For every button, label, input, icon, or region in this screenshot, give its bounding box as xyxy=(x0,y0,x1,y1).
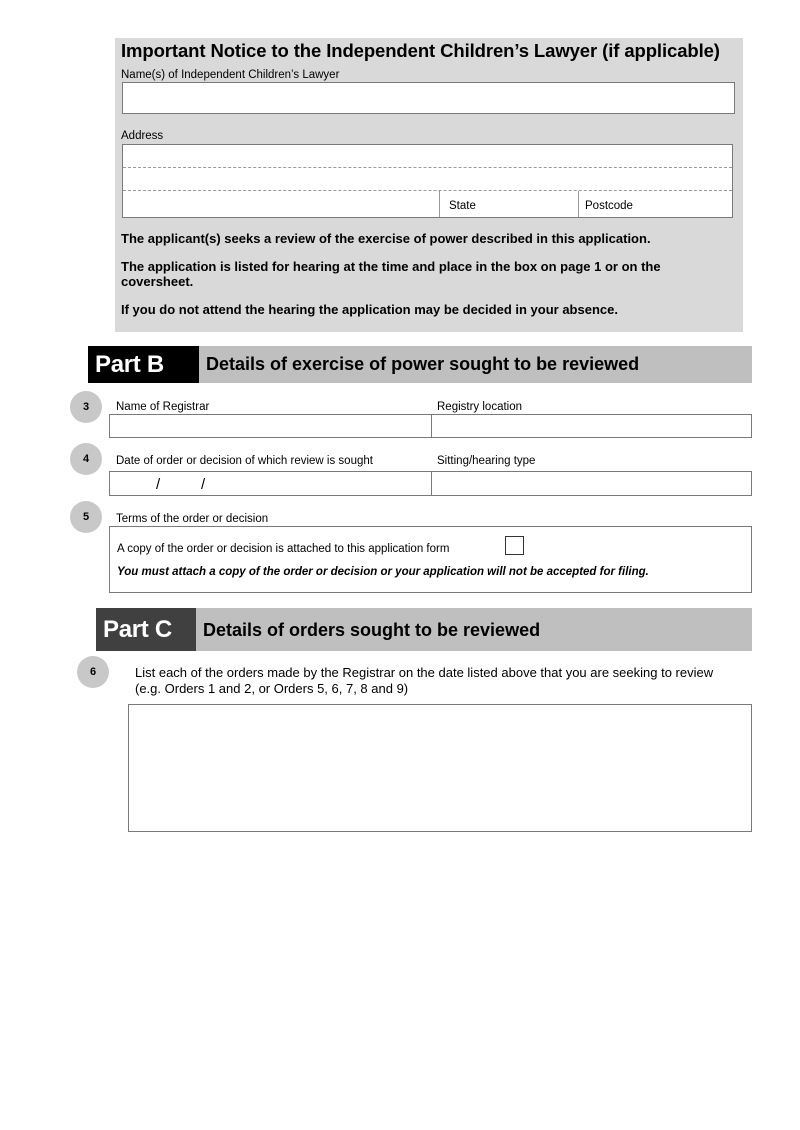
ic-lawyer-notice-panel xyxy=(115,38,743,332)
question-number-badge: 4 xyxy=(70,443,102,475)
copy-attached-label: A copy of the order or decision is attached to this application form xyxy=(117,543,450,555)
sitting-type-input[interactable] xyxy=(432,472,751,495)
state-divider xyxy=(439,191,440,217)
order-terms-box xyxy=(109,526,752,593)
date-separator: / xyxy=(201,476,206,493)
order-date-row xyxy=(109,471,752,496)
registry-location-input[interactable] xyxy=(432,415,751,437)
address-label: Address xyxy=(121,130,164,142)
order-date-label: Date of order or decision of which review is sought xyxy=(116,455,373,467)
notice-paragraph-absence: If you do not attend the hearing the application may be decided in your absence. xyxy=(121,302,618,317)
question-number-badge: 6 xyxy=(77,656,109,688)
notice-title: Important Notice to the Independent Children’s Lawyer (if applicable) xyxy=(121,40,720,61)
registrar-row xyxy=(109,414,752,438)
part-b-header xyxy=(88,346,752,383)
registrar-name-label: Name of Registrar xyxy=(116,401,210,413)
part-b-title: Details of exercise of power sought to be reviewed xyxy=(206,354,640,374)
notice-paragraph-listing-line1: The application is listed for hearing at the time and place in the box on page 1 or on the xyxy=(121,259,661,274)
sitting-type-label: Sitting/hearing type xyxy=(437,455,536,467)
registrar-name-input[interactable] xyxy=(110,415,432,437)
orders-sought-textarea[interactable] xyxy=(128,704,752,832)
question-number-badge: 3 xyxy=(70,391,102,423)
state-label: State xyxy=(449,200,476,212)
registry-location-label: Registry location xyxy=(437,401,523,413)
part-b-tag: Part B xyxy=(88,346,199,383)
notice-paragraph-review: The applicant(s) seeks a review of the exercise of power described in this application. xyxy=(121,231,651,246)
address-field[interactable] xyxy=(122,144,733,218)
orders-instruction-line1: List each of the orders made by the Registrar on the date listed above that you are seeking to review xyxy=(135,665,714,680)
copy-attached-checkbox[interactable] xyxy=(505,536,524,555)
address-line-divider xyxy=(123,167,732,168)
part-c-title: Details of orders sought to be reviewed xyxy=(203,620,541,640)
question-number-badge: 5 xyxy=(70,501,102,533)
postcode-divider xyxy=(578,191,579,217)
part-c-tag: Part C xyxy=(96,608,196,651)
address-line-divider xyxy=(123,190,732,191)
ic-lawyer-name-label: Name(s) of Independent Children’s Lawyer xyxy=(121,69,340,81)
attach-copy-warning: You must attach a copy of the order or decision or your application will not be accepted for filing. xyxy=(117,566,649,578)
ic-lawyer-name-input[interactable] xyxy=(122,82,735,114)
order-terms-label: Terms of the order or decision xyxy=(116,513,269,525)
postcode-label: Postcode xyxy=(585,200,633,212)
orders-instruction-line2: (e.g. Orders 1 and 2, or Orders 5, 6, 7, 8 and 9) xyxy=(135,681,409,696)
notice-paragraph-listing-line2: coversheet. xyxy=(121,274,194,289)
part-c-header xyxy=(96,608,752,651)
date-separator: / xyxy=(156,476,161,493)
order-date-input[interactable] xyxy=(110,472,432,495)
